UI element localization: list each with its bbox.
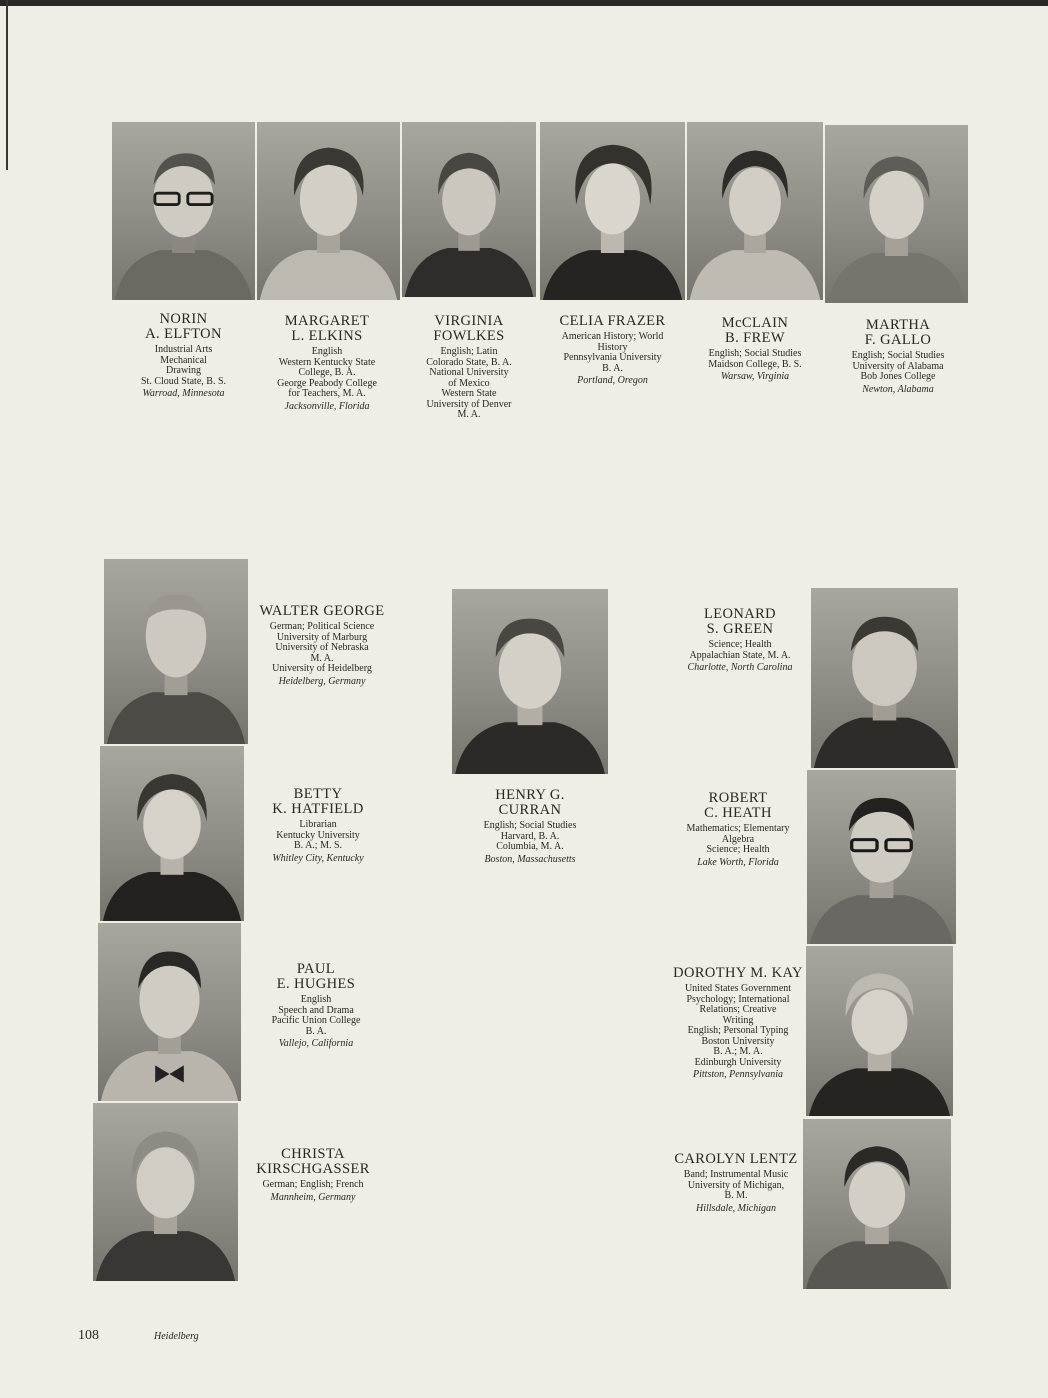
- detail-line: Edinburgh University: [694, 1056, 782, 1068]
- portrait-curran: [452, 589, 608, 774]
- caption-curran: [460, 788, 600, 865]
- detail-line: Western Kentucky State: [278, 356, 376, 368]
- hometown: Heidelberg, Germany: [278, 675, 366, 687]
- portrait-green: [811, 588, 958, 768]
- detail-line: Maidson College, B. S.: [708, 358, 802, 370]
- faculty-name: CAROLYN LENTZ: [674, 1151, 798, 1167]
- caption-heath: [666, 791, 810, 868]
- caption-george: [252, 604, 392, 687]
- detail-line: German; English; French: [262, 1179, 364, 1191]
- faculty-name: MARGARET L. ELKINS: [284, 313, 370, 345]
- detail-line: Western State: [441, 388, 497, 400]
- faculty-name: MARTHA F. GALLO: [864, 317, 932, 349]
- faculty-name: NORIN A. ELFTON: [145, 311, 222, 343]
- faculty-name: CHRISTA KIRSCHGASSER: [256, 1146, 370, 1178]
- faculty-name: DOROTHY M. KAY: [673, 965, 803, 981]
- detail-line: Pennsylvania University: [563, 352, 662, 364]
- hometown: Warroad, Minnesota: [142, 388, 225, 400]
- detail-line: Librarian: [299, 819, 337, 831]
- caption-elfton: [112, 312, 255, 400]
- caption-lentz: [662, 1152, 810, 1214]
- detail-line: Pacific Union College: [271, 1015, 361, 1027]
- portrait-lentz: [803, 1119, 951, 1289]
- caption-hughes: [246, 962, 386, 1050]
- detail-line: Drawing: [166, 365, 201, 377]
- caption-fowlkes: [402, 314, 536, 421]
- detail-line: Colorado State, B. A.: [426, 356, 512, 368]
- detail-line: Band; Instrumental Music: [683, 1169, 789, 1181]
- detail-line: M. A.: [310, 652, 334, 664]
- detail-line: George Peabody College: [277, 377, 377, 389]
- detail-line: B. A.: [305, 1025, 327, 1037]
- detail-line: College, B. A.: [298, 367, 356, 379]
- detail-line: M. A.: [457, 409, 481, 421]
- detail-line: Mathematics; Elementary: [686, 823, 790, 835]
- detail-line: Bob Jones College: [860, 371, 936, 383]
- faculty-name: McCLAIN B. FREW: [721, 315, 789, 347]
- detail-line: American History; World: [561, 331, 664, 343]
- detail-line: Harvard, B. A.: [500, 830, 560, 842]
- left-border: [6, 0, 8, 170]
- detail-line: for Teachers, M. A.: [288, 388, 366, 400]
- faculty-name: ROBERT C. HEATH: [704, 790, 772, 822]
- hometown: Boston, Massachusetts: [484, 853, 576, 865]
- detail-line: B. A.: [602, 362, 623, 374]
- portrait-gallo: [825, 125, 968, 303]
- hometown: Warsaw, Virginia: [720, 371, 790, 383]
- caption-frazer: [540, 314, 685, 387]
- detail-line: Industrial Arts: [154, 344, 213, 356]
- detail-line: Science; Health: [708, 639, 772, 651]
- detail-line: Appalachian State, M. A.: [689, 649, 791, 661]
- portrait-kay: [806, 946, 953, 1116]
- detail-line: National University: [429, 367, 509, 379]
- portrait-heath: [807, 770, 956, 944]
- detail-line: University of Heidelberg: [272, 663, 372, 675]
- hometown: Newton, Alabama: [862, 383, 934, 395]
- faculty-name: BETTY K. HATFIELD: [272, 786, 364, 818]
- detail-line: Psychology; International: [686, 993, 790, 1005]
- detail-line: University of Denver: [426, 398, 512, 410]
- hometown: Jacksonville, Florida: [284, 400, 370, 412]
- top-border: [0, 0, 1048, 6]
- detail-line: United States Government: [684, 983, 792, 995]
- detail-line: B. M.: [724, 1190, 748, 1202]
- detail-line: University of Michigan,: [687, 1179, 785, 1191]
- detail-line: St. Cloud State, B. S.: [140, 375, 226, 387]
- detail-line: German; Political Science: [269, 621, 375, 633]
- portrait-elfton: [112, 122, 255, 300]
- detail-line: Columbia, M. A.: [496, 841, 564, 853]
- detail-line: English; Social Studies: [483, 820, 577, 832]
- detail-line: Relations; Creative: [699, 1004, 777, 1016]
- hometown: Whitley City, Kentucky: [272, 852, 364, 864]
- faculty-name: WALTER GEORGE: [259, 603, 385, 619]
- portrait-frazer: [540, 122, 685, 300]
- detail-line: University of Marburg: [276, 631, 368, 643]
- detail-line: Writing: [722, 1014, 754, 1026]
- faculty-name: LEONARD S. GREEN: [703, 606, 777, 638]
- detail-line: English; Social Studies: [851, 350, 945, 362]
- detail-line: of Mexico: [448, 377, 490, 389]
- detail-line: History: [597, 341, 628, 353]
- page-number: 108: [78, 1328, 99, 1343]
- caption-hatfield: [250, 787, 386, 864]
- hometown: Vallejo, California: [278, 1038, 354, 1050]
- caption-gallo: [824, 318, 972, 395]
- detail-line: English: [311, 346, 343, 358]
- portrait-elkins: [257, 122, 400, 300]
- running-title: Heidelberg: [154, 1331, 199, 1342]
- caption-elkins: [252, 314, 402, 412]
- faculty-name: VIRGINIA FOWLKES: [433, 313, 505, 345]
- portrait-fowlkes: [402, 122, 536, 297]
- detail-line: B. A.; M. A.: [713, 1046, 763, 1058]
- hometown: Lake Worth, Florida: [697, 856, 779, 868]
- portrait-frew: [687, 122, 823, 300]
- hometown: Hillsdale, Michigan: [696, 1202, 776, 1214]
- hometown: Mannheim, Germany: [270, 1191, 356, 1203]
- detail-line: English; Personal Typing: [687, 1025, 789, 1037]
- caption-kirschgasser: [240, 1147, 386, 1203]
- caption-frew: [682, 316, 828, 383]
- faculty-name: CELIA FRAZER: [559, 313, 666, 329]
- caption-kay: [666, 966, 810, 1081]
- detail-line: University of Nebraska: [275, 642, 369, 654]
- hometown: Charlotte, North Carolina: [687, 662, 793, 674]
- faculty-name: PAUL E. HUGHES: [276, 961, 356, 993]
- detail-line: University of Alabama: [852, 360, 944, 372]
- detail-line: B. A.; M. S.: [293, 840, 343, 852]
- portrait-george: [104, 559, 248, 744]
- portrait-hughes: [98, 923, 241, 1101]
- hometown: Portland, Oregon: [577, 375, 648, 387]
- portrait-kirschgasser: [93, 1103, 238, 1281]
- detail-line: Science; Health: [706, 844, 770, 856]
- detail-line: Mechanical: [160, 354, 207, 366]
- detail-line: English; Social Studies: [708, 348, 802, 360]
- detail-line: Algebra: [721, 833, 755, 845]
- detail-line: Kentucky University: [276, 829, 360, 841]
- portrait-hatfield: [100, 746, 244, 921]
- detail-line: Speech and Drama: [278, 1004, 354, 1016]
- caption-green: [668, 607, 812, 674]
- faculty-name: HENRY G. CURRAN: [495, 787, 565, 819]
- detail-line: English: [300, 994, 332, 1006]
- hometown: Pittston, Pennsylvania: [693, 1069, 783, 1081]
- detail-line: English; Latin: [440, 346, 498, 358]
- detail-line: Boston University: [701, 1035, 775, 1047]
